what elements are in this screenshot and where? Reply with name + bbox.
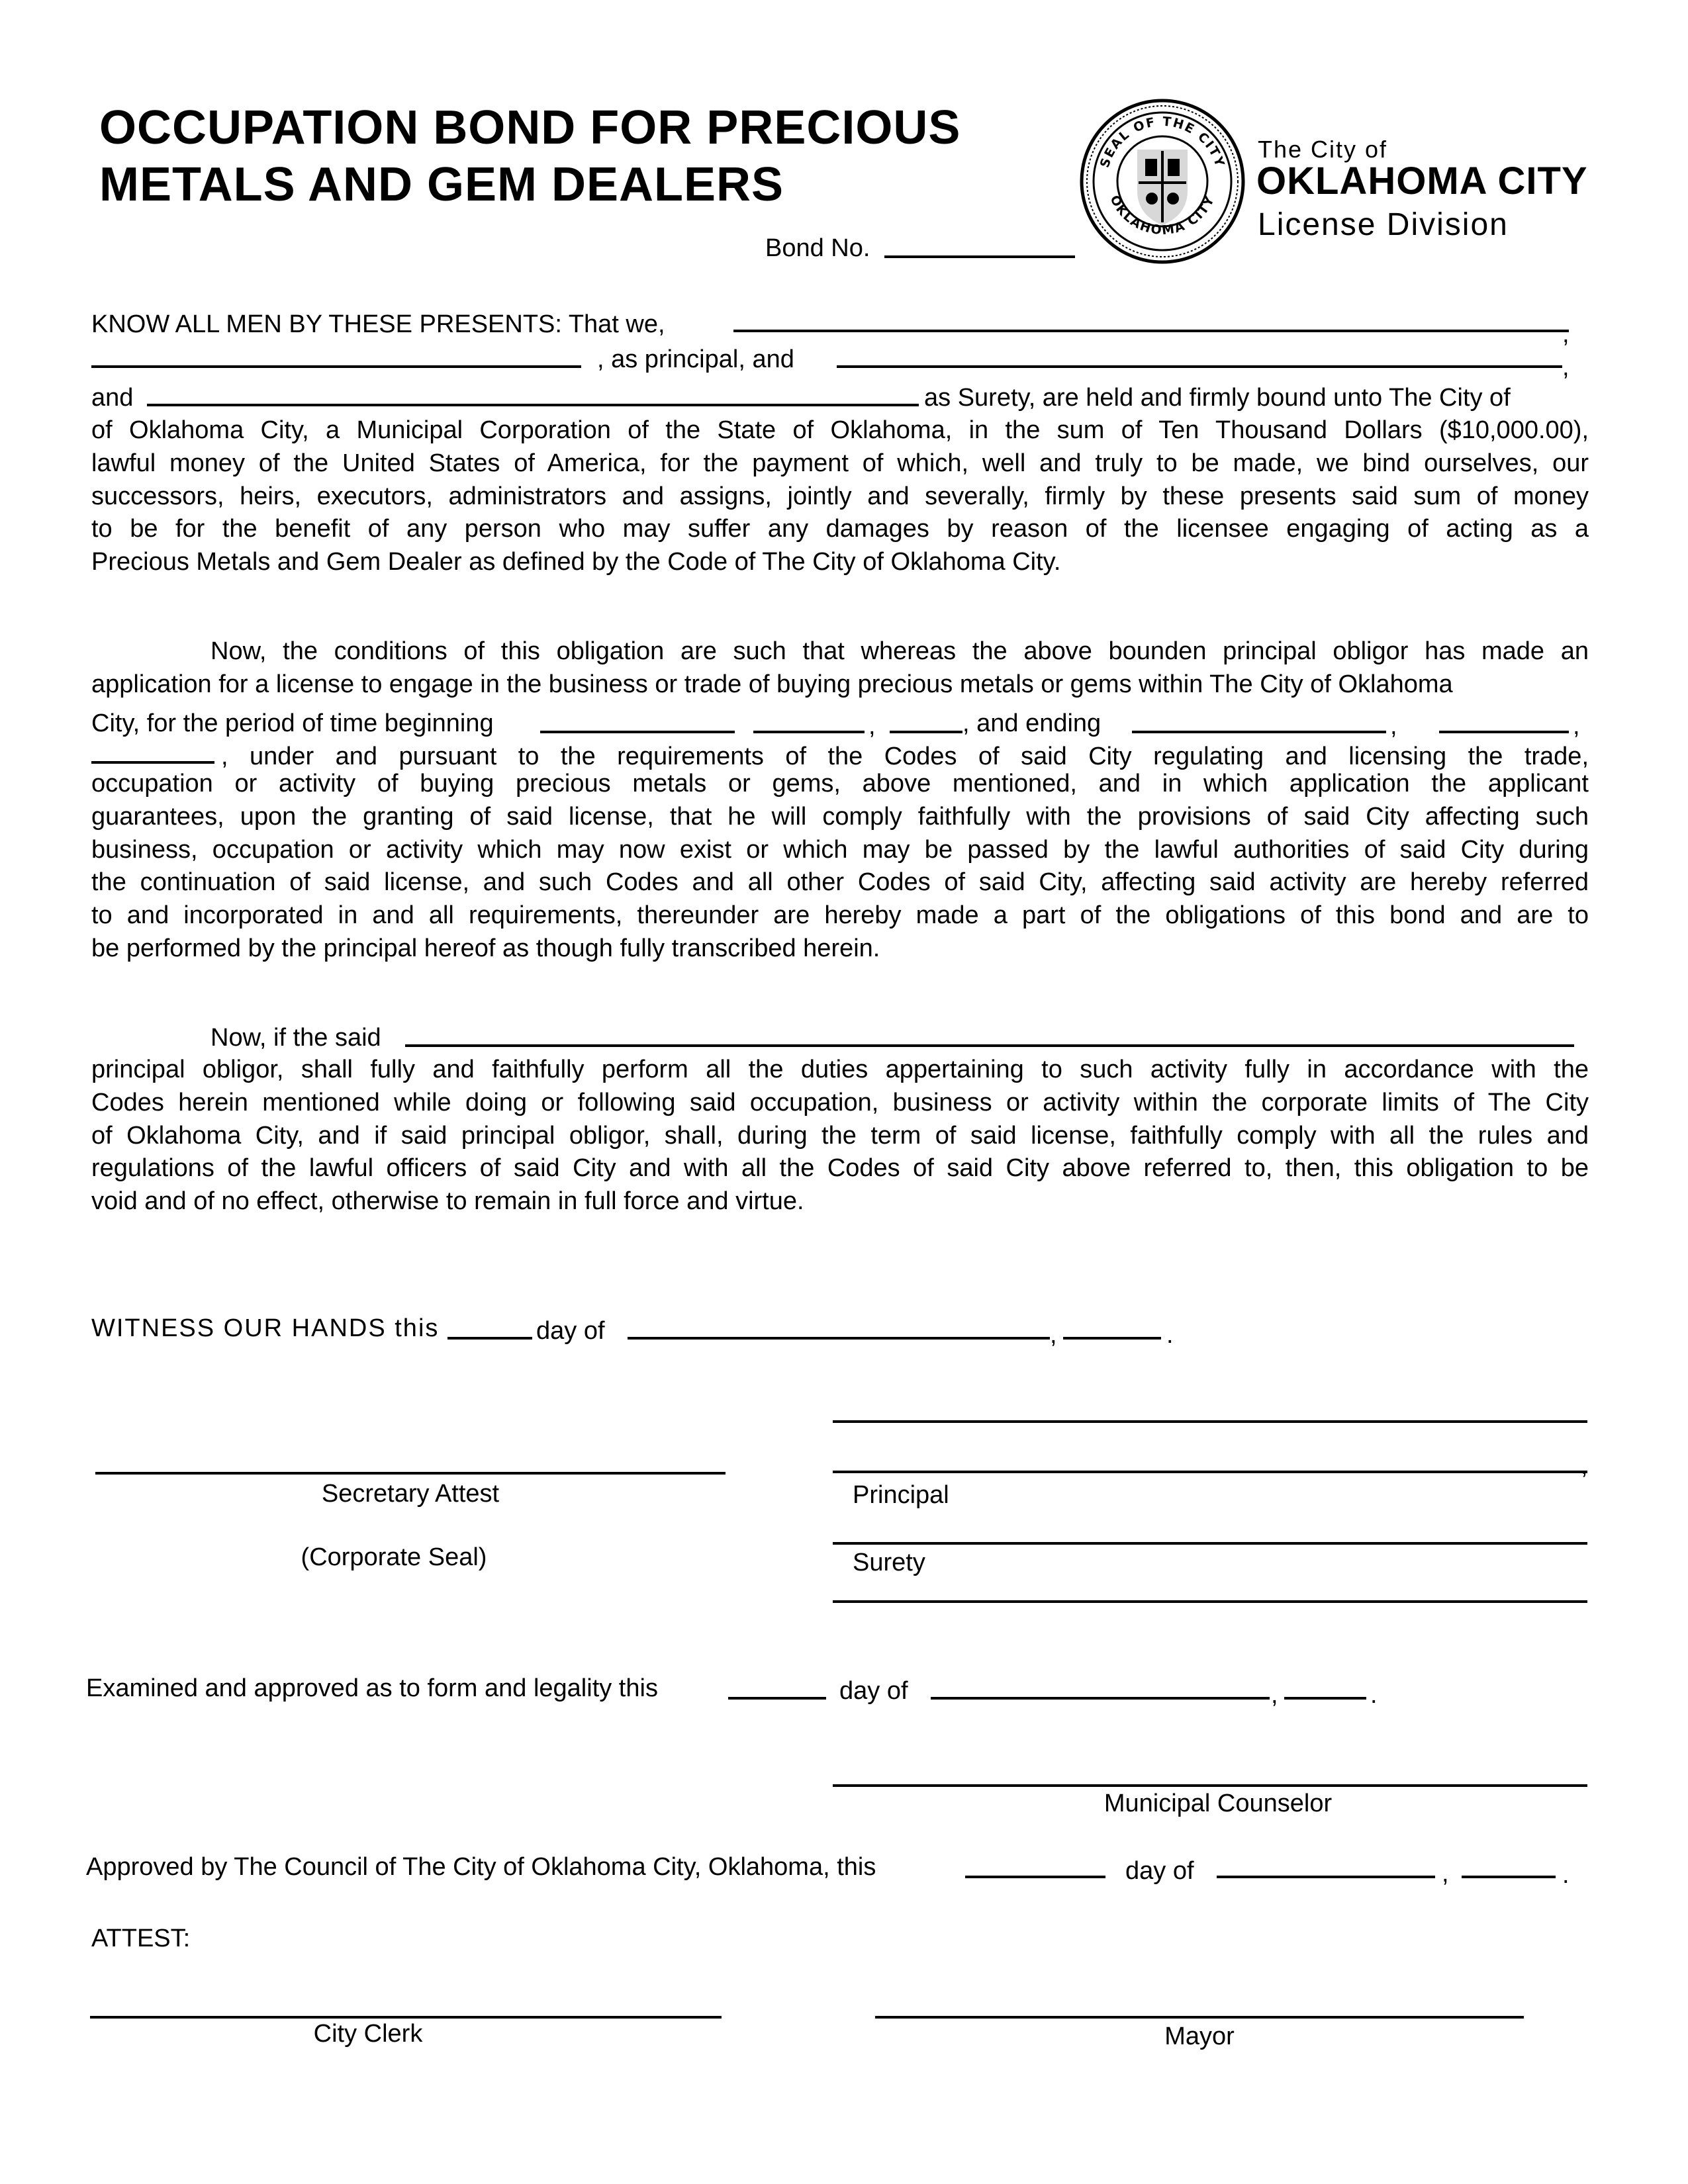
text-line: principal obligor, shall fully and faithfully perform all the duties appertaining to such activity fully in accordance with the — [91, 1056, 1589, 1083]
surety-label: Surety — [853, 1549, 925, 1576]
comma: , — [1271, 1681, 1278, 1709]
seal-text-bottom: OKLAHOMA CITY — [1107, 193, 1218, 238]
now-if-said-text: Now, if the said — [211, 1024, 381, 1052]
know-all-men-text: KNOW ALL MEN BY THESE PRESENTS: That we, — [91, 310, 665, 338]
bond-no-label: Bond No. — [765, 234, 870, 262]
text-line: , under and pursuant to the requirements of the Codes of said City regulating and licensing the trade, — [221, 743, 1589, 770]
text-line: the continuation of said license, and such Codes and all other Codes of said City, affecting said activity are hereby referred — [91, 868, 1589, 897]
text-line: Precious Metals and Gem Dealer as defined by the Code of The City of Oklahoma City. — [91, 548, 1061, 576]
and-text: and — [91, 384, 134, 412]
comma: , — [1442, 1860, 1449, 1888]
period-beginning-text: City, for the period of time beginning — [91, 709, 494, 737]
text-line: Now, the conditions of this obligation are such that whereas the above bounden principal obligor has made an — [211, 637, 1589, 665]
end-day-field[interactable] — [1439, 731, 1569, 733]
text-line: lawful money of the United States of America, for the payment of which, well and truly to be made, we bind ourselves, our — [91, 449, 1589, 477]
council-year-field[interactable] — [1462, 1876, 1556, 1878]
secretary-attest-label: Secretary Attest — [321, 1480, 500, 1508]
as-principal-text: , as principal, and — [597, 345, 794, 373]
day-of-text: day of — [839, 1677, 908, 1705]
text-line: successors, heirs, executors, administrators and assigns, jointly and severally, firmly by these presents said sum of money — [91, 482, 1589, 510]
witness-text: WITNESS OUR HANDS this — [91, 1314, 440, 1342]
begin-month-field[interactable] — [540, 731, 735, 733]
attest-label: ATTEST: — [91, 1925, 191, 1952]
principal-field[interactable] — [91, 365, 581, 368]
text-line: occupation or activity of buying precious metals or gems, above mentioned, and in which application the applicant — [91, 770, 1589, 797]
and-ending-text: , and ending — [962, 709, 1102, 737]
end-month-field[interactable] — [1132, 731, 1386, 733]
examined-month-field[interactable] — [931, 1697, 1270, 1700]
title-line-1: OCCUPATION BOND FOR PRECIOUS — [99, 101, 961, 154]
as-surety-text: as Surety, are held and firmly bound unto The City of — [924, 384, 1511, 412]
text-line: application for a license to engage in the business or trade of buying precious metals or gems within The City of Oklahoma — [91, 670, 1453, 698]
principal-signature-line[interactable] — [833, 1471, 1587, 1473]
seal-text-top: SEAL OF THE CITY — [1097, 114, 1228, 170]
surety-field[interactable] — [147, 404, 919, 406]
bond-no-field[interactable] — [884, 255, 1075, 258]
text-line: business, occupation or activity which may now exist or which may be passed by the lawful authorities of said City during — [91, 835, 1589, 864]
principal-field-2[interactable] — [837, 365, 1562, 368]
council-day-field[interactable] — [965, 1876, 1105, 1878]
paragraph-3-body — [91, 1054, 1589, 1218]
comma: , — [1050, 1321, 1057, 1349]
logo-division: License Division — [1258, 207, 1509, 242]
comma: , — [1390, 712, 1397, 740]
examined-year-field[interactable] — [1284, 1697, 1366, 1700]
title-line-2: METALS AND GEM DEALERS — [99, 158, 784, 211]
comma: , — [1562, 320, 1570, 348]
text-line: of Oklahoma City, a Municipal Corporation of the State of Oklahoma, in the sum of Ten Thousand Dollars ($10,000.00), — [91, 416, 1589, 444]
principal-name-line[interactable] — [833, 1420, 1587, 1423]
period: . — [1370, 1681, 1378, 1709]
day-of-text: day of — [1125, 1857, 1194, 1885]
text-line: void and of no effect, otherwise to remain in full force and virtue. — [91, 1187, 804, 1216]
parties-field[interactable] — [733, 330, 1569, 332]
period: . — [1562, 1861, 1570, 1889]
witness-year-field[interactable] — [1063, 1337, 1161, 1340]
text-line: Codes herein mentioned while doing or following said occupation, business or activity within the corporate limits of The City — [91, 1088, 1589, 1116]
surety-name-line[interactable] — [833, 1542, 1587, 1545]
begin-day-field[interactable] — [753, 731, 865, 733]
logo-city-name: OKLAHOMA CITY — [1256, 159, 1588, 203]
paragraph-1-body — [91, 414, 1589, 579]
comma: , — [868, 712, 876, 740]
paragraph-2-head — [91, 635, 1589, 702]
council-month-field[interactable] — [1217, 1876, 1435, 1878]
period: . — [1166, 1321, 1174, 1349]
council-approval-text: Approved by The Council of The City of Oklahoma City, Oklahoma, this — [86, 1853, 876, 1881]
city-seal-icon — [1079, 98, 1246, 265]
municipal-counselor-label: Municipal Counselor — [1103, 1790, 1333, 1817]
city-clerk-label: City Clerk — [313, 2020, 423, 2048]
mayor-label: Mayor — [1164, 2023, 1235, 2050]
secretary-signature-line[interactable] — [95, 1472, 726, 1475]
corporate-seal-label: (Corporate Seal) — [301, 1543, 487, 1571]
surety-signature-line[interactable] — [833, 1600, 1587, 1603]
mayor-signature-line[interactable] — [875, 2016, 1524, 2019]
end-year-field[interactable] — [91, 761, 214, 764]
principal-label: Principal — [853, 1481, 949, 1509]
paragraph-2-body — [91, 768, 1589, 966]
text-line: guarantees, upon the granting of said license, that he will comply faithfully with the provisions of said City affecting such — [91, 802, 1589, 831]
witness-month-field[interactable] — [628, 1337, 1050, 1340]
comma: , — [1573, 712, 1580, 740]
witness-day-field[interactable] — [447, 1337, 532, 1340]
comma: , — [1562, 353, 1570, 381]
logo-city-of: The City of — [1258, 136, 1388, 163]
comma: , — [1581, 1452, 1588, 1480]
text-line: regulations of the lawful officers of said City and with all the Codes of said City above referred to, then, this obligation to be — [91, 1154, 1589, 1183]
document-title — [99, 99, 961, 213]
day-of-text: day of — [536, 1317, 605, 1345]
examined-text: Examined and approved as to form and legality this — [86, 1674, 658, 1702]
text-line: be performed by the principal hereof as though fully transcribed herein. — [91, 934, 880, 962]
principal-obligor-field[interactable] — [405, 1044, 1574, 1047]
text-line: to be for the benefit of any person who may suffer any damages by reason of the licensee engaging of acting as a — [91, 515, 1589, 543]
text-line: of Oklahoma City, and if said principal obligor, shall, during the term of said license, faithfully comply with all the rules and — [91, 1121, 1589, 1150]
examined-day-field[interactable] — [728, 1697, 826, 1700]
begin-year-field[interactable] — [890, 731, 962, 733]
text-line: to and incorporated in and all requirements, thereunder are hereby made a part of the obligations of this bond and are to — [91, 901, 1589, 930]
